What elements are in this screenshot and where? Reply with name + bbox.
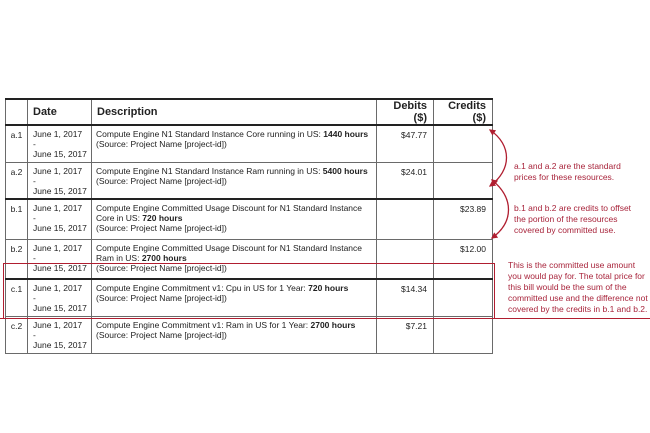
- annotation-standard-prices: a.1 and a.2 are the standard prices for these resources.: [514, 161, 621, 182]
- row-date-start: June 1, 2017 -: [33, 165, 83, 186]
- row-source: (Source: Project Name [project-id]): [96, 262, 227, 273]
- highlight-underline: [0, 318, 650, 319]
- table-row: [6, 125, 493, 162]
- row-debit: $24.01: [377, 162, 434, 199]
- row-description-text: [96, 129, 372, 139]
- row-date-end: June 15, 2017: [33, 185, 87, 196]
- row-source: (Source: Project Name [project-id]): [96, 175, 227, 186]
- annotation-committed-use: This is the committed use amount you would pay for. The total price for this bill would be the sum of the committed use and the difference not covered by the credits in b.1 and b.2.: [508, 260, 648, 314]
- row-date-end: June 15, 2017: [33, 262, 87, 273]
- annotation-credits: b.1 and b.2 are credits to offset the portion of the resources covered by committed use.: [514, 203, 632, 235]
- row-date-end: June 15, 2017: [33, 223, 87, 233]
- table-row: [6, 162, 493, 199]
- row-date: [28, 279, 92, 316]
- row-description-main: Compute Engine Commitment v1: Ram in US for 1 Year:: [96, 319, 311, 330]
- row-source: (Source: Project Name [project-id]): [96, 293, 227, 303]
- row-description-hours: 1440 hours: [323, 129, 369, 139]
- row-date: [28, 125, 92, 162]
- row-code: b.2: [6, 239, 28, 279]
- row-date-end: June 15, 2017: [33, 149, 87, 159]
- billing-table: [5, 98, 493, 354]
- row-description-main: Compute Engine N1 Standard Instance Core running in US:: [96, 129, 324, 139]
- row-description-hours: 720 hours: [142, 213, 183, 223]
- row-description-hours: 2700 hours: [310, 319, 356, 330]
- table-row: [6, 199, 493, 239]
- row-credit: [434, 316, 493, 353]
- row-description-text: [96, 203, 372, 223]
- row-date: [28, 162, 92, 199]
- row-code: a.2: [6, 162, 28, 199]
- row-credit: [434, 162, 493, 199]
- row-description-text: [96, 320, 372, 330]
- row-code: c.1: [6, 279, 28, 316]
- row-description-hours: 5400 hours: [322, 165, 368, 176]
- row-description: [92, 316, 377, 353]
- table-row: [6, 279, 493, 316]
- row-date: [28, 199, 92, 239]
- row-source: (Source: Project Name [project-id]): [96, 223, 227, 233]
- row-description-main: Compute Engine Commitment v1: Cpu in US for 1 Year:: [96, 283, 309, 293]
- table-header-row: [6, 99, 493, 125]
- row-description: [92, 279, 377, 316]
- row-credit: $12.00: [434, 239, 493, 279]
- row-credit: [434, 125, 493, 162]
- row-debit: $7.21: [377, 316, 434, 353]
- row-date-start: June 1, 2017 -: [33, 283, 83, 303]
- row-description-main: Compute Engine Committed Usage Discount for N1 Standard Instance Core in US:: [96, 203, 362, 223]
- row-debit: $47.77: [377, 125, 434, 162]
- row-code: c.2: [6, 316, 28, 353]
- row-date: [28, 316, 92, 353]
- row-credit: [434, 279, 493, 316]
- row-description: [92, 125, 377, 162]
- table-row: [6, 316, 493, 353]
- row-date-end: June 15, 2017: [33, 339, 87, 350]
- header-debits: Debits ($): [377, 99, 434, 125]
- row-source: (Source: Project Name [project-id]): [96, 139, 227, 149]
- row-description-text: [96, 243, 372, 263]
- row-debit: [377, 199, 434, 239]
- row-source: (Source: Project Name [project-id]): [96, 329, 227, 340]
- row-date-start: June 1, 2017 -: [33, 319, 83, 340]
- row-debit: [377, 239, 434, 279]
- row-code: b.1: [6, 199, 28, 239]
- row-debit: $14.34: [377, 279, 434, 316]
- row-description: [92, 199, 377, 239]
- row-date-start: June 1, 2017 -: [33, 129, 83, 149]
- row-date-end: June 15, 2017: [33, 303, 87, 313]
- row-description-text: [96, 283, 372, 293]
- header-date: Date: [28, 99, 92, 125]
- row-description-hours: 720 hours: [308, 283, 349, 293]
- row-date-start: June 1, 2017 -: [33, 242, 83, 263]
- row-description-main: Compute Engine N1 Standard Instance Ram running in US:: [96, 165, 323, 176]
- row-date-start: June 1, 2017 -: [33, 203, 83, 223]
- arrow-credits-icon: [492, 180, 509, 238]
- header-code: [6, 99, 28, 125]
- row-description: [92, 239, 377, 279]
- row-code: a.1: [6, 125, 28, 162]
- row-credit: $23.89: [434, 199, 493, 239]
- table-row: [6, 239, 493, 279]
- row-description: [92, 162, 377, 199]
- row-description-hours: 2700 hours: [141, 252, 187, 263]
- row-description-text: [96, 166, 372, 176]
- row-date: [28, 239, 92, 279]
- row-description-main: Compute Engine Committed Usage Discount for N1 Standard Instance Ram in US:: [96, 242, 362, 263]
- header-description: Description: [92, 99, 377, 125]
- header-credits: Credits ($): [434, 99, 493, 125]
